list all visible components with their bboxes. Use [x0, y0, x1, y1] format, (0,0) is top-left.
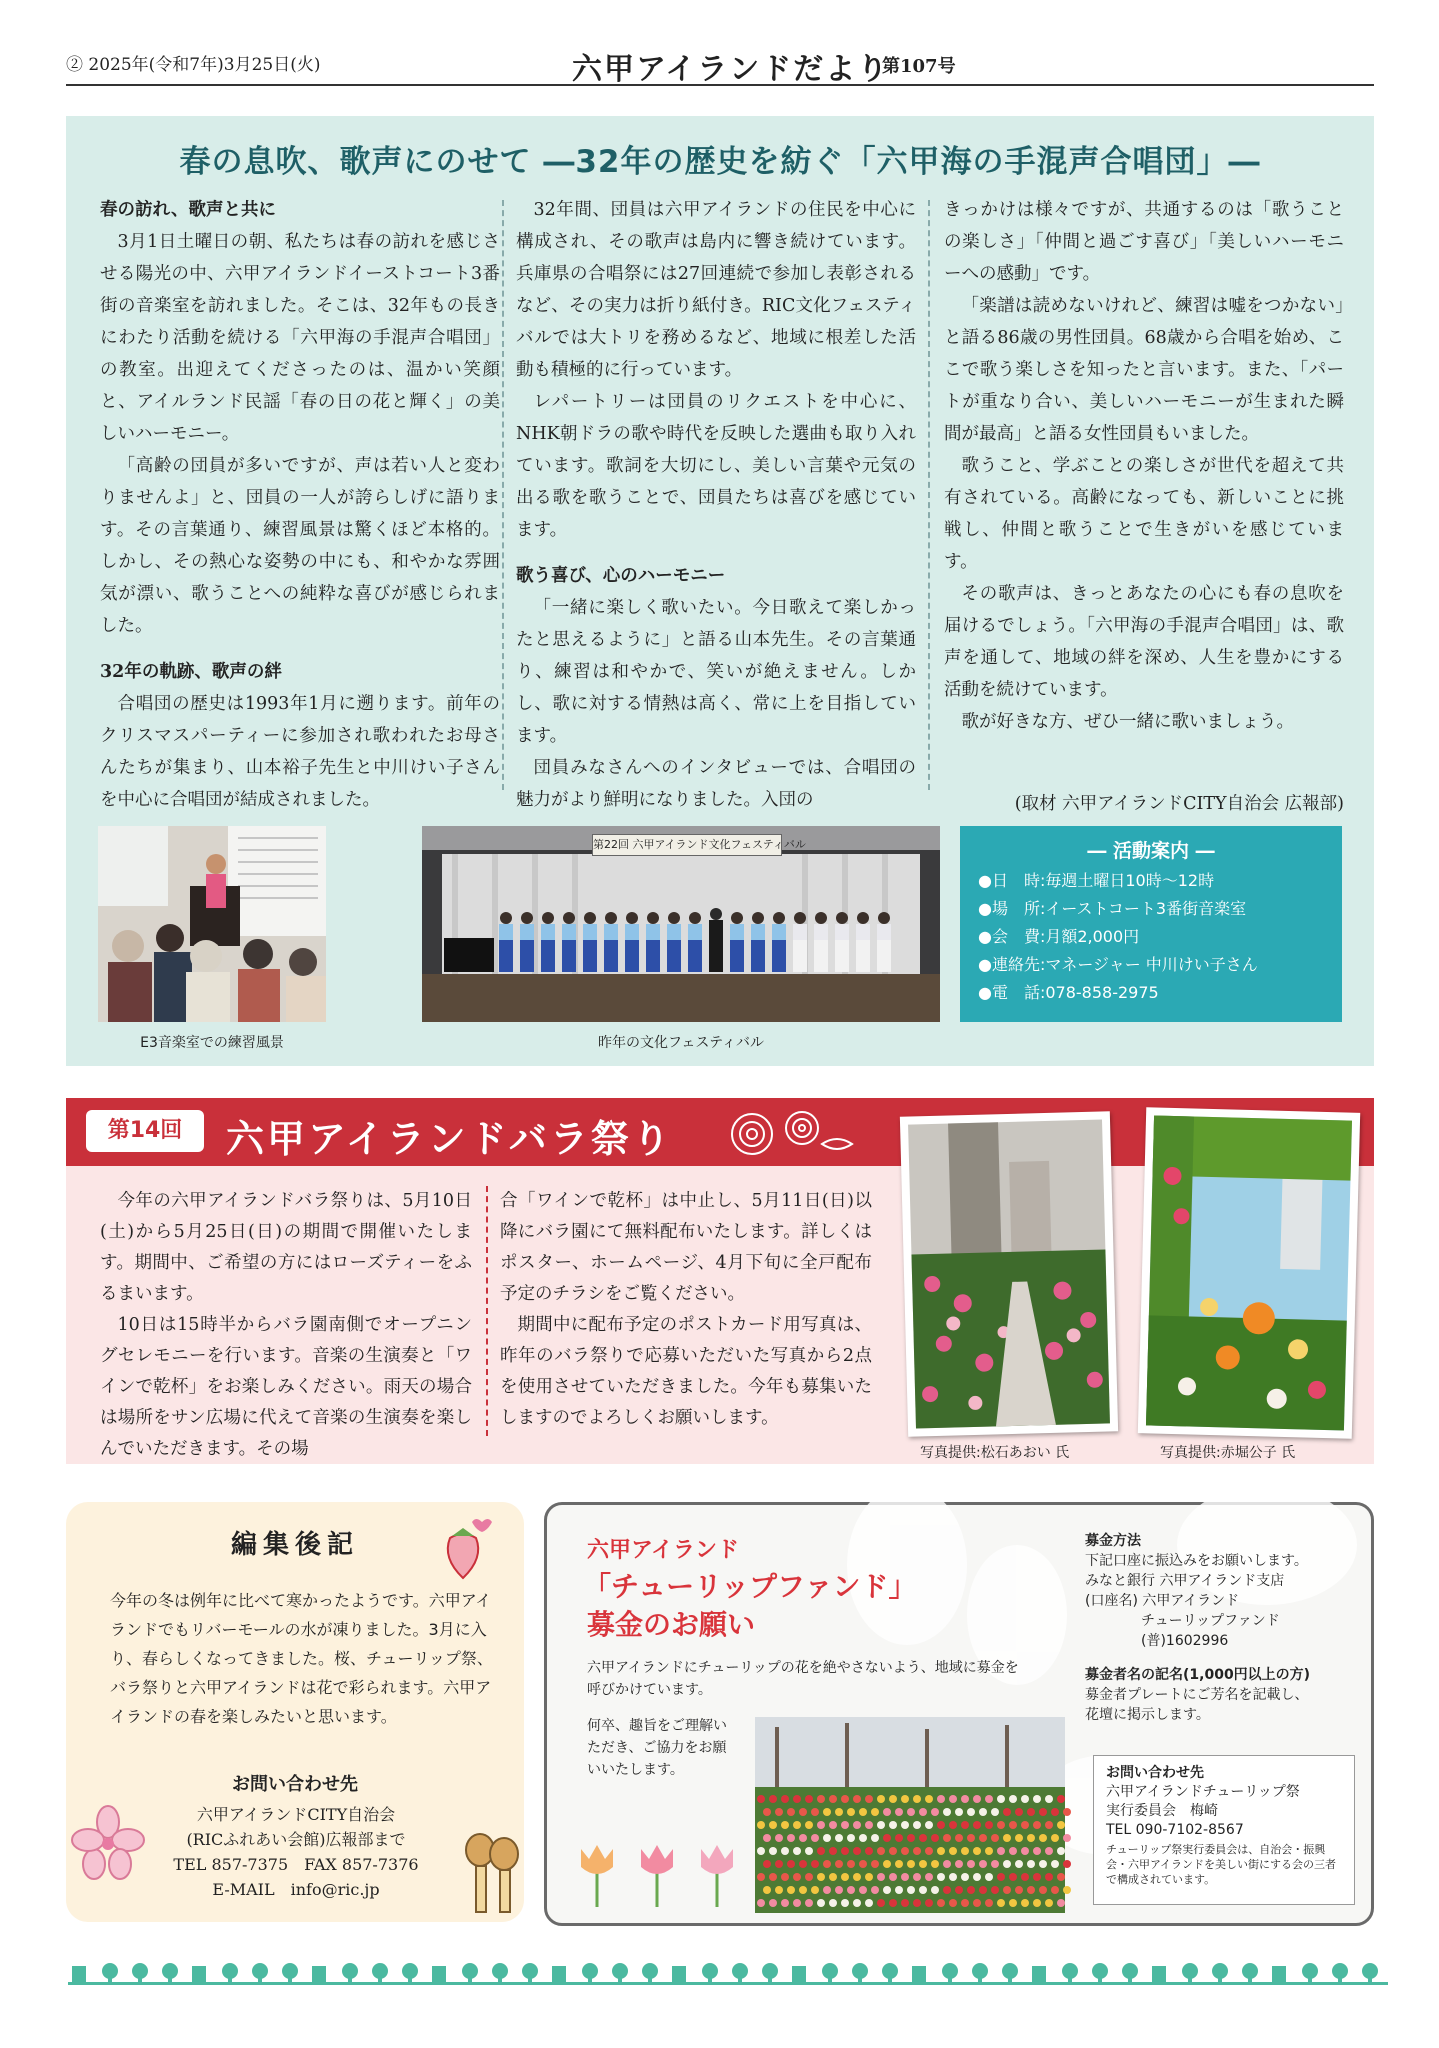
- fund-method-line: みなと銀行 六甲アイランド支店: [1085, 1573, 1285, 1589]
- tulip-intro: 六甲アイランドにチューリップの花を絶やさないよう、地域に募金を呼びかけています。: [587, 1660, 1019, 1698]
- column-divider: [928, 200, 930, 790]
- fund-method-line: チューリップファンド: [1085, 1613, 1280, 1629]
- column-divider: [502, 200, 504, 790]
- tulip-title-line-2: 「チューリップファンド」: [583, 1570, 917, 1603]
- rose-festival-title: 六甲アイランドバラ祭り: [226, 1117, 673, 1161]
- rose-festival-article: [66, 1098, 1374, 1464]
- section-heading: 32年の軌跡、歌声の絆: [100, 662, 282, 682]
- edition-badge: 第14回: [86, 1110, 204, 1152]
- paragraph: 今年の六甲アイランドバラ祭りは、5月10日(土)から5月25日(日)の期間で開催いたします。期間中、ご希望の方にはローズティーをふるまいます。: [100, 1191, 472, 1304]
- tulip-title-line-1: 六甲アイランド: [587, 1538, 740, 1563]
- paragraph: 「楽譜は読めないけれど、練習は嘘をつかない」と語る86歳の男性団員。68歳から合唱を始め、ここで歌う楽しさを知ったと言います。また、「パートが重なり合い、美しいハーモニーが生まれた瞬間が最高」と語る女性団員もいました。: [944, 296, 1344, 444]
- paragraph: 「一緒に楽しく歌いたい。今日歌えて楽しかったと思えるように」と語る山本先生。その言葉通り、練習は和やかで、笑いが絶えません。しかし、歌に対する情熱は高く、常に上を目指しています。: [516, 598, 916, 746]
- editors-note: [66, 1502, 524, 1922]
- info-row-contact: ●連絡先:マネージャー 中川けい子さん: [978, 955, 1258, 974]
- practice-photo: [98, 826, 326, 1022]
- editor-contact-title: お問い合わせ先: [232, 1774, 358, 1795]
- tulip-request: 何卒、趣旨をご理解いただき、ご協力をお願いいたします。: [587, 1718, 727, 1778]
- issue-number: 第107号: [882, 56, 956, 77]
- section-heading: 春の訪れ、歌声と共に: [100, 200, 277, 220]
- fund-method-title: 募金方法: [1085, 1533, 1141, 1549]
- page-header: [66, 44, 1374, 86]
- stage-banner: 第22回 六甲アイランド文化フェスティバル: [592, 834, 782, 856]
- cherry-blossom-icon: [66, 1802, 150, 1886]
- paragraph: きっかけは様々ですが、共通するのは「歌うことの楽しさ」「仲間と過ごす喜び」「美しいハーモニーへの感動」です。: [944, 200, 1344, 284]
- fund-method-block: [1085, 1531, 1355, 1725]
- chorus-column-1: [100, 194, 500, 816]
- strawberry-icon: [428, 1516, 498, 1586]
- paragraph: 「高齢の団員が多いですが、声は若い人と変わりませんよ」と、団員の一人が誇らしげに語ります。その言葉通り、練習風景は驚くほど本格的。しかし、その熱心な姿勢の中にも、和やかな雰囲気が漂い、歌うことへの純粋な喜びが感じられました。: [100, 456, 500, 636]
- fund-method-line: 下記口座に振込みをお願いします。: [1085, 1553, 1308, 1569]
- donor-name-line: 募金者プレートにご芳名を記載し、: [1085, 1687, 1309, 1703]
- editors-note-body: 今年の冬は例年に比べて寒かったようです。六甲アイランドでもリバーモールの水が凍りました。3月に入り、春らしくなってきました。桜、チューリップ祭、バラ祭りと六甲アイランドは花で彩られます。六甲アイランドの春を楽しみたいと思います。: [110, 1591, 493, 1726]
- info-row-fee: ●会 費:月額2,000円: [978, 927, 1140, 946]
- mascot-icon: [462, 1832, 522, 1916]
- rose-column-2: [500, 1186, 872, 1434]
- newsletter-logo: 六甲アイランドだより: [572, 52, 890, 87]
- chorus-article: [66, 116, 1374, 1066]
- contact-line: E-MAIL info@ric.jp: [212, 1880, 380, 1899]
- festival-photo: [422, 826, 940, 1022]
- rose-photo-1: [900, 1111, 1118, 1436]
- editors-note-title: 編集後記: [230, 1530, 359, 1560]
- tree-border-decoration: [66, 1960, 1374, 1986]
- paragraph: 32年間、団員は六甲アイランドの住民を中心に構成され、その歌声は島内に響き続けています。兵庫県の合唱祭には27回連続で参加し表彰されるなど、その実力は折り紙付き。RIC文化フェスティバルでは大トリを務めるなど、地域に根差した活動も積極的に行っています。: [516, 200, 916, 380]
- tulip-contact-line: TEL 090-7102-8567: [1106, 1822, 1244, 1838]
- tulip-contact-title: お問い合わせ先: [1106, 1765, 1204, 1781]
- info-row-place: ●場 所:イーストコート3番街音楽室: [978, 899, 1247, 918]
- tulip-icons: [567, 1835, 747, 1911]
- paragraph: その歌声は、きっとあなたの心にも春の息吹を届けるでしょう。「六甲海の手混声合唱団」は、歌声を通して、地域の絆を深め、人生を豊かにする活動を続けています。: [944, 584, 1344, 700]
- paragraph: 合「ワインで乾杯」は中止し、5月11日(日)以降にバラ園にて無料配布いたします。詳しくはポスター、ホームページ、4月下旬に全戸配布予定のチラシをご覧ください。: [500, 1191, 872, 1304]
- paragraph: 期間中に配布予定のポストカード用写真は、昨年のバラ祭りで応募いただいた写真から2点を使用させていただきました。今年も募集いたしますのでよろしくお願いします。: [500, 1315, 872, 1428]
- tulip-committee-note: チューリップ祭実行委員会は、自治会・振興会・六甲アイランドを美しい街にする会の三者で構成されています。: [1106, 1843, 1337, 1886]
- fund-method-line: (普)1602996: [1085, 1633, 1229, 1649]
- tulip-contact-line: 実行委員会 梅崎: [1106, 1803, 1218, 1819]
- paragraph: レパートリーは団員のリクエストを中心に、NHK朝ドラの歌や時代を反映した選曲も取り入れています。歌詞を大切にし、美しい言葉や元気の出る歌を歌うことで、団員たちは喜びを感じています。: [516, 392, 916, 540]
- activity-info-box: [960, 826, 1342, 1022]
- info-row-schedule: ●日 時:毎週土曜日10時〜12時: [978, 871, 1215, 890]
- chorus-column-3: [944, 194, 1344, 820]
- section-heading: 歌う喜び、心のハーモニー: [516, 566, 726, 586]
- tulip-field-photo: [755, 1717, 1065, 1913]
- contact-line: TEL 857-7375 FAX 857-7376: [173, 1855, 419, 1874]
- interview-credit: (取材 六甲アイランドCITY自治会 広報部): [1014, 794, 1344, 814]
- rose-photo-2-caption: 写真提供:赤堀公子 氏: [1160, 1445, 1296, 1461]
- rose-column-1: [100, 1186, 472, 1465]
- contact-line: 六甲アイランドCITY自治会: [196, 1805, 396, 1824]
- donor-name-title: 募金者名の記名(1,000円以上の方): [1085, 1667, 1311, 1683]
- paragraph: 歌うこと、学ぶことの楽しさが世代を超えて共有されている。高齢になっても、新しいことに挑戦し、仲間と歌うことで生きがいを感じています。: [944, 456, 1344, 572]
- info-row-phone: ●電 話:078-858-2975: [978, 983, 1159, 1002]
- practice-photo-caption: E3音楽室での練習風景: [140, 1035, 284, 1051]
- paragraph: 3月1日土曜日の朝、私たちは春の訪れを感じさせる陽光の中、六甲アイランドイーストコート3番街の音楽室を訪れました。そこは、32年もの長きにわたり活動を続ける「六甲海の手混声合唱団」の教室。出迎えてくださったのは、温かい笑顔と、アイルランド民謡「春の日の花と輝く」の美しいハーモニー。: [100, 232, 500, 444]
- tulip-fund-notice: [544, 1502, 1374, 1926]
- paragraph: 合唱団の歴史は1993年1月に遡ります。前年のクリスマスパーティーに参加され歌われたお母さんたちが集まり、山本裕子先生と中川けい子さんを中心に合唱団が結成されました。: [100, 694, 500, 810]
- fund-method-line: (口座名) 六甲アイランド: [1085, 1593, 1240, 1609]
- issue-date: ② 2025年(令和7年)3月25日(火): [66, 55, 321, 75]
- paragraph: 歌が好きな方、ぜひ一緒に歌いましょう。: [961, 712, 1294, 732]
- festival-photo-caption: 昨年の文化フェスティバル: [598, 1035, 764, 1051]
- rose-photo-1-caption: 写真提供:松石あおい 氏: [920, 1445, 1070, 1461]
- column-divider: [486, 1186, 488, 1436]
- tulip-contact-box: [1093, 1755, 1355, 1905]
- tulip-contact-line: 六甲アイランドチューリップ祭: [1106, 1784, 1300, 1800]
- chorus-headline: 春の息吹、歌声にのせて ―32年の歴史を紡ぐ「六甲海の手混声合唱団」―: [179, 144, 1261, 180]
- contact-line: (RICふれあい会館)広報部まで: [186, 1830, 406, 1849]
- tulip-title-line-3: 募金のお願い: [587, 1608, 756, 1641]
- info-title: ― 活動案内 ―: [1087, 840, 1215, 862]
- editor-contact: [126, 1802, 466, 1902]
- paragraph: 10日は15時半からバラ園南側でオープニングセレモニーを行います。音楽の生演奏と「ワインで乾杯」をお楽しみください。雨天の場合は場所をサン広場に代えて音楽の生演奏を楽しんでいただきます。その場: [100, 1315, 472, 1459]
- paragraph: 団員みなさんへのインタビューでは、合唱団の魅力がより鮮明になりました。入団の: [516, 758, 916, 810]
- rose-photo-2: [1138, 1107, 1360, 1438]
- donor-name-line: 花壇に掲示します。: [1085, 1707, 1210, 1723]
- rose-illustration-icon: [722, 1104, 862, 1162]
- chorus-column-2: [516, 194, 916, 816]
